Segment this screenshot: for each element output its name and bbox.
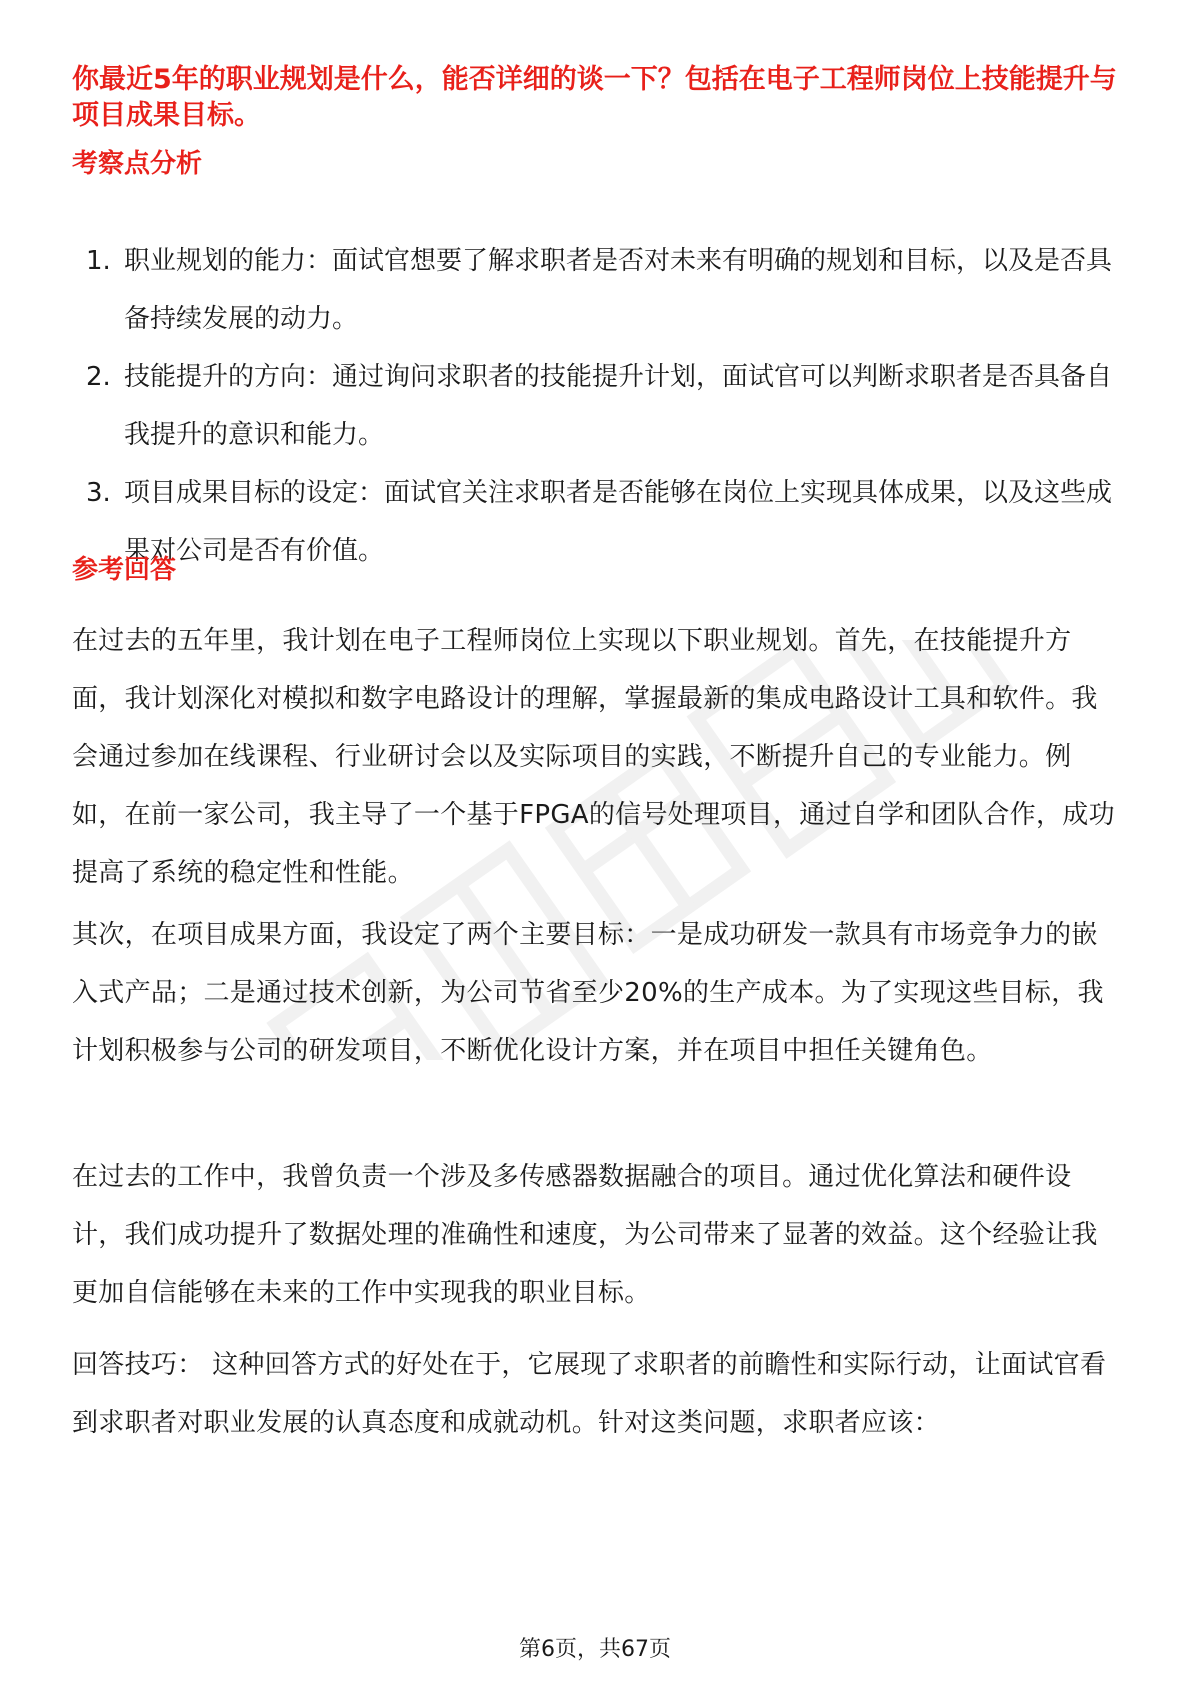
- analysis-item: [72, 464, 1122, 580]
- answer-paragraph: 在过去的工作中，我曾负责一个涉及多传感器数据融合的项目。通过优化算法和硬件设计，我们成功提升了数据处理的准确性和速度，为公司带来了显著的效益。这个经验让我更加自信能够在未来的工作中实现我的职业目标。: [72, 1162, 1098, 1308]
- analysis-title: 考察点分析: [72, 149, 203, 179]
- answer-tips-paragraph: 回答技巧： 这种回答方式的好处在于，它展现了求职者的前瞻性和实际行动，让面试官看到求职者对职业发展的认真态度和成就动机。针对这类问题，求职者应该：: [72, 1350, 1107, 1438]
- analysis-item-number: 3.: [86, 478, 111, 508]
- analysis-item-number: 1.: [86, 246, 111, 276]
- answer-paragraph: 其次，在项目成果方面，我设定了两个主要目标：一是成功研发一款具有市场竞争力的嵌入式产品；二是通过技术创新，为公司节省至少20%的生产成本。为了实现这些目标，我计划积极参与公司的研发项目，不断优化设计方案，并在项目中担任关键角色。: [72, 920, 1104, 1066]
- analysis-item-text: 职业规划的能力：面试官想要了解求职者是否对未来有明确的规划和目标，以及是否具备持续发展的动力。: [124, 246, 1113, 334]
- analysis-item: [72, 232, 1122, 348]
- analysis-item-number: 2.: [86, 362, 111, 392]
- page-number: 第6页，共67页: [519, 1637, 671, 1662]
- analysis-item-text: 技能提升的方向：通过询问求职者的技能提升计划，面试官可以判断求职者是否具备自我提升的意识和能力。: [124, 362, 1113, 450]
- answer-paragraph: 在过去的五年里，我计划在电子工程师岗位上实现以下职业规划。首先，在技能提升方面，我计划深化对模拟和数字电路设计的理解，掌握最新的集成电路设计工具和软件。我会通过参加在线课程、行业研讨会以及实际项目的实践，不断提升自己的专业能力。例如，在前一家公司，我主导了一个基于FPGA的信号处理项目，通过自学和团队合作，成功提高了系统的稳定性和性能。: [72, 626, 1115, 888]
- analysis-item-text: 项目成果目标的设定：面试官关注求职者是否能够在岗位上实现具体成果，以及这些成果对公司是否有价值。: [124, 478, 1113, 566]
- answer-title: 参考回答: [72, 555, 177, 585]
- interview-question: 你最近5年的职业规划是什么，能否详细的谈一下？包括在电子工程师岗位上技能提升与项目成果目标。: [72, 64, 1117, 131]
- analysis-list: [72, 232, 1122, 580]
- analysis-item: [72, 348, 1122, 464]
